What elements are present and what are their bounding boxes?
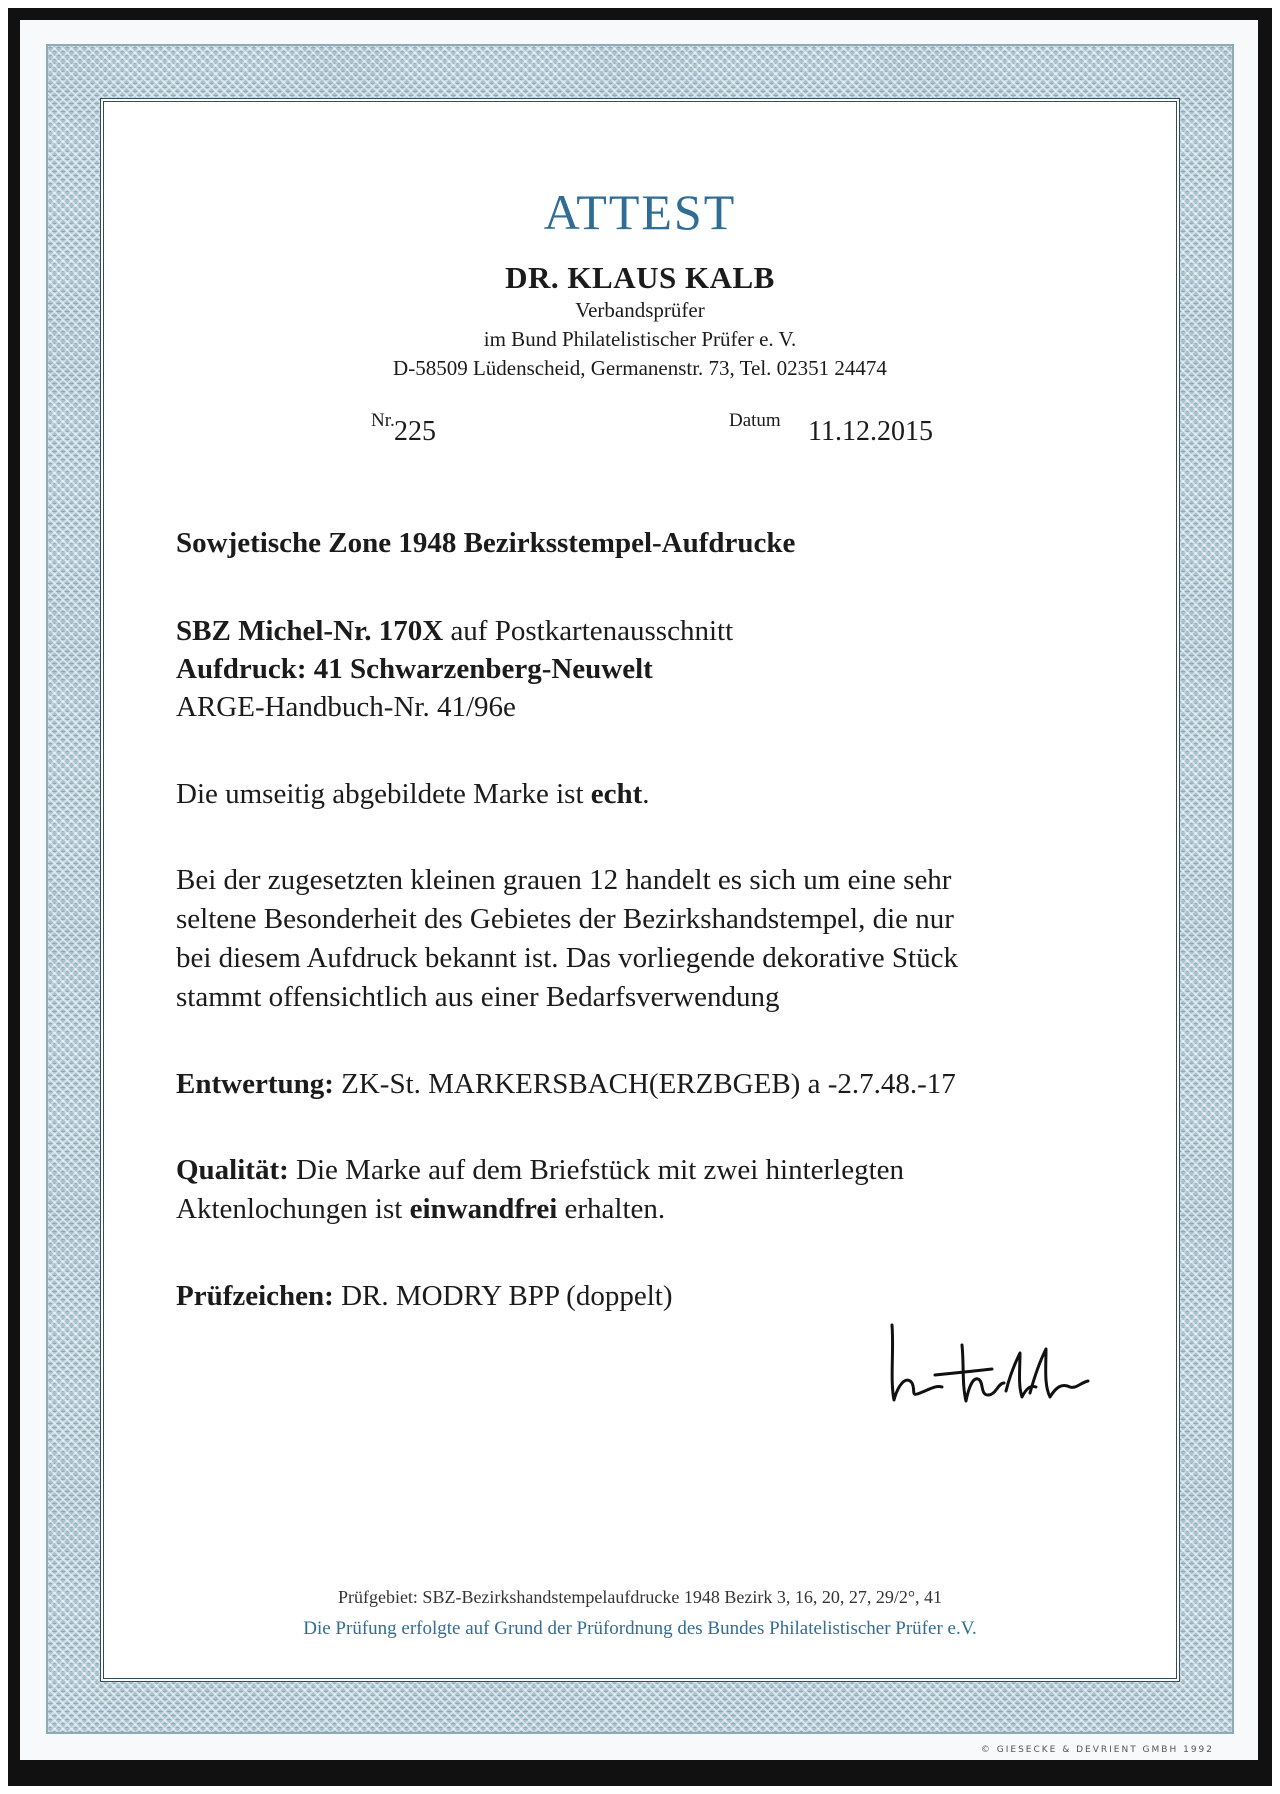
quality-text-end: erhalten. bbox=[557, 1193, 666, 1225]
date-label: Datum bbox=[729, 410, 781, 431]
examiner-association: im Bund Philatelistischer Prüfer e. V. bbox=[483, 327, 797, 351]
examination-statement: Die Prüfung erfolgte auf Grund der Prüfordnung des Bundes Philatelistischer Prüfer e.V. bbox=[303, 1618, 977, 1639]
signs-label: Prüfzeichen: bbox=[176, 1280, 334, 1312]
signs-value: DR. MODRY BPP (doppelt) bbox=[333, 1280, 673, 1312]
examination-scope: Prüfgebiet: SBZ-Bezirkshandstempelaufdrucke 1948 Bezirk 3, 16, 20, 27, 29/2°, 41 bbox=[337, 1587, 943, 1607]
certificate-date: 11.12.2015 bbox=[808, 416, 933, 447]
examiner-address: D-58509 Lüdenscheid, Germanenstr. 73, Tel. 02351 24474 bbox=[393, 356, 887, 380]
examiner-role: Verbandsprüfer bbox=[575, 298, 705, 322]
subject-heading: Sowjetische Zone 1948 Bezirksstempel-Aufdrucke bbox=[176, 527, 796, 559]
remark-line-3: bei diesem Aufdruck bekannt ist. Das vorliegende dekorative Stück bbox=[176, 942, 958, 974]
document-title: ATTEST bbox=[543, 184, 737, 240]
genuineness-text: Die umseitig abgebildete Marke ist bbox=[176, 778, 591, 810]
number-label: Nr. bbox=[371, 410, 395, 431]
handwritten-signature bbox=[880, 1305, 1100, 1415]
quality-value: Die Marke auf dem Briefstück mit zwei hinterlegten bbox=[288, 1154, 905, 1186]
quality-verdict: einwandfrei bbox=[409, 1193, 558, 1225]
examiner-name: DR. KLAUS KALB bbox=[505, 260, 775, 295]
remark-line-4: stammt offensichtlich aus einer Bedarfsverwendung bbox=[176, 981, 780, 1013]
michel-number: SBZ Michel-Nr. 170X bbox=[176, 615, 444, 647]
genuineness-line bbox=[176, 778, 650, 811]
quality-line-2 bbox=[176, 1193, 665, 1226]
remark-line-2: seltene Besonderheit des Gebietes der Bezirkshandstempel, die nur bbox=[176, 903, 954, 935]
handbuch-line: ARGE-Handbuch-Nr. 41/96e bbox=[176, 691, 516, 723]
michel-line bbox=[176, 615, 733, 648]
cancellation-value: ZK-St. MARKERSBACH(ERZBGEB) a -2.7.48.-17 bbox=[333, 1068, 956, 1100]
cancellation-label: Entwertung: bbox=[176, 1068, 334, 1100]
printer-imprint: © GIESECKE & DEVRIENT GMBH 1992 bbox=[980, 1745, 1214, 1755]
signs-line bbox=[176, 1280, 672, 1313]
michel-description: auf Postkartenausschnitt bbox=[443, 615, 734, 647]
genuineness-period: . bbox=[642, 778, 650, 810]
certificate-number: 225 bbox=[394, 416, 436, 447]
genuineness-verdict: echt bbox=[590, 778, 643, 810]
remark-line-1: Bei der zugesetzten kleinen grauen 12 handelt es sich um eine sehr bbox=[176, 864, 952, 896]
quality-line-1 bbox=[176, 1154, 904, 1187]
quality-label: Qualität: bbox=[176, 1154, 289, 1186]
cancellation-line bbox=[176, 1068, 956, 1101]
quality-text: Aktenlochungen ist bbox=[176, 1193, 410, 1225]
aufdruck-line: Aufdruck: 41 Schwarzenberg-Neuwelt bbox=[176, 653, 653, 685]
